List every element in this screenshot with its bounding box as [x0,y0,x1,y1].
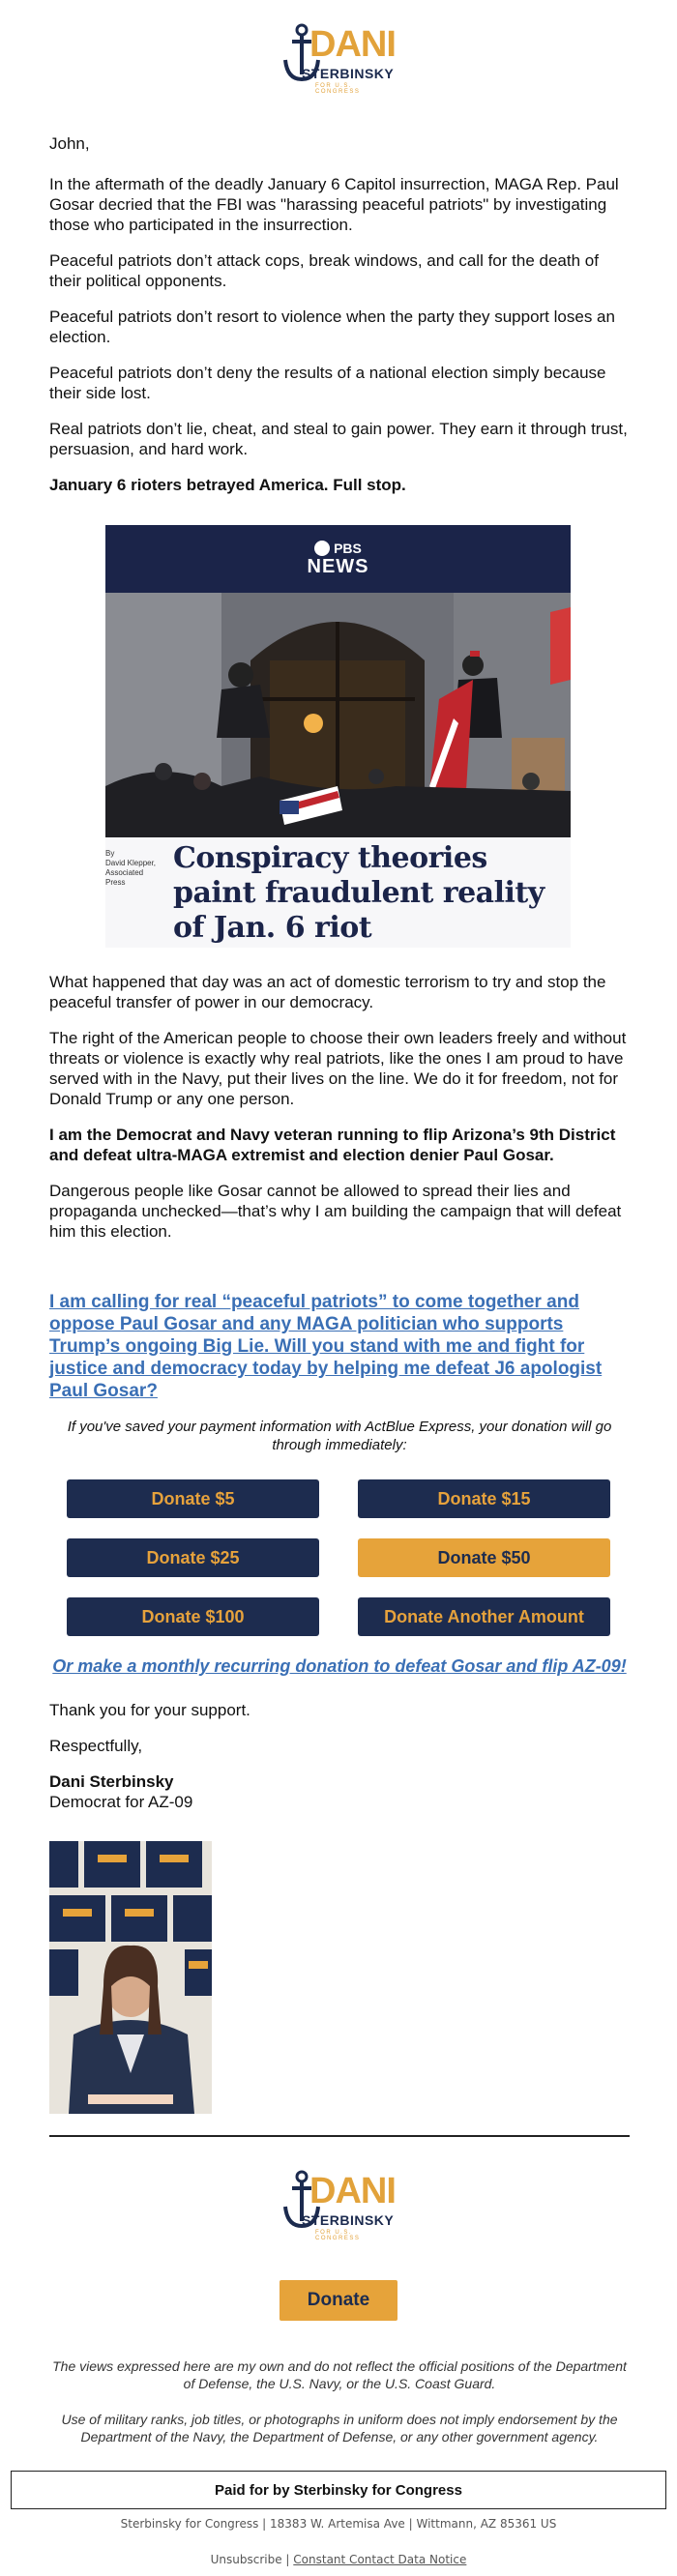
paid-for-box [11,2471,666,2509]
logo-surname: STERBINSKY [302,2212,395,2228]
footer-links [0,2553,677,2566]
monthly-donation-link[interactable]: Or make a monthly recurring donation to defeat Gosar and flip AZ-09! [52,1656,627,1676]
paragraph: In the aftermath of the deadly January 6 Capitol insurrection, MAGA Rep. Paul Gosar decried that the FBI was "harassing peaceful patriots" by investigating those who participated in the insurrection. [49,175,619,234]
actblue-express-note: If you've saved your payment information with ActBlue Express, your donation will go through immediately: [67,1419,612,1453]
paragraph: Peaceful patriots don’t attack cops, break windows, and call for the death of their political opponents. [49,251,599,290]
news-article-image[interactable] [105,525,571,948]
logo-tagline: FOR U.S. CONGRESS [315,83,361,95]
news-header [105,525,571,593]
paragraph-bold: January 6 rioters betrayed America. Full stop. [49,476,406,494]
donate-25-button[interactable]: Donate $25 [67,1538,319,1577]
footer-donate-button[interactable]: Donate [280,2280,397,2321]
photo-illustration [105,593,571,837]
closing-text: Respectfully, [49,1737,143,1755]
disclaimer-military: Use of military ranks, job titles, or photographs in uniform does not imply endorsement by the Department of the Navy, the Department of Defense, or any other government agency. [61,2412,618,2444]
signer-name: Dani Sterbinsky [49,1772,174,1791]
paragraph: The right of the American people to choose their own leaders freely and without threats or violence is exactly why real patriots, like the ones I am proud to have served with in the Navy, put their lives on the line. We do it for freedom, not for Donald Trump or any one person. [49,1029,627,1108]
paragraph: Real patriots don’t lie, cheat, and steal to gain power. They earn it through trust, persuasion, and hard work. [49,420,628,458]
pbs-logo: PBS [314,541,362,556]
donate-15-button[interactable]: Donate $15 [358,1479,610,1518]
donate-5-button[interactable]: Donate $5 [67,1479,319,1518]
greeting: John, [49,134,90,153]
photo-credit: By David Klepper, Associated Press [105,849,157,887]
paragraph: Dangerous people like Gosar cannot be allowed to spread their lies and propaganda unchecked—that’s why I am building the campaign that will defeat him this election. [49,1182,622,1241]
donate-100-button[interactable]: Donate $100 [67,1597,319,1636]
body-paragraphs [49,972,630,1257]
donate-50-button[interactable]: Donate $50 [358,1538,610,1577]
cta-block [49,1291,630,1402]
thanks-text: Thank you for your support. [49,1701,250,1719]
mailing-address: Sterbinsky for Congress | 18383 W. Artemisa Ave | Wittmann, AZ 85361 US [120,2517,557,2531]
logo-name: DANI [309,24,396,65]
paragraph-bold: I am the Democrat and Navy veteran running to flip Arizona’s 9th District and defeat ultra-MAGA extremist and election denier Paul Gosar. [49,1126,616,1164]
footer-divider [49,2135,630,2137]
logo-name: DANI [309,2171,396,2211]
cta-donate-link[interactable]: I am calling for real “peaceful patriots” to come together and oppose Paul Gosar and any MAGA politician who supports Trump’s ongoing Big Lie. Will you stand with me and fight for justice and democracy today by helping me defeat J6 apologist Paul Gosar? [49,1292,603,1401]
link-separator: | [285,2553,290,2566]
news-headline: Conspiracy theories paint fraudulent reality of Jan. 6 riot [173,841,545,945]
candidate-photo [49,1841,212,2114]
news-brand-word: NEWS [307,556,369,577]
intro-paragraphs [49,174,630,511]
paragraph: Peaceful patriots don’t resort to violence when the party they support loses an election. [49,307,615,346]
logo-surname: STERBINSKY [302,66,395,81]
paid-for-text: Paid for by Sterbinsky for Congress [215,2481,462,2499]
unsubscribe-link[interactable]: Unsubscribe [210,2553,282,2566]
signer-title: Democrat for AZ-09 [49,1793,193,1811]
monthly-donation [49,1656,630,1677]
disclaimer-views: The views expressed here are my own and do not reflect the official positions of the Department of Defense, the U.S. Navy, or the U.S. Coast Guard. [52,2358,627,2391]
signoff [49,1700,630,1812]
pbs-circle-icon [314,541,330,556]
paragraph: What happened that day was an act of domestic terrorism to try and stop the peaceful transfer of power in our democracy. [49,973,606,1011]
capitol-riot-photo [105,593,571,837]
paragraph: Peaceful patriots don’t deny the results of a national election simply because their side lost. [49,364,606,402]
candidate-illustration [49,1841,212,2114]
logo-tagline: FOR U.S. CONGRESS [315,2230,361,2241]
donate-other-button[interactable]: Donate Another Amount [358,1597,610,1636]
campaign-logo [0,19,677,97]
news-caption [105,837,571,948]
data-notice-link[interactable]: Constant Contact Data Notice [293,2553,467,2566]
footer-logo [0,2166,677,2243]
